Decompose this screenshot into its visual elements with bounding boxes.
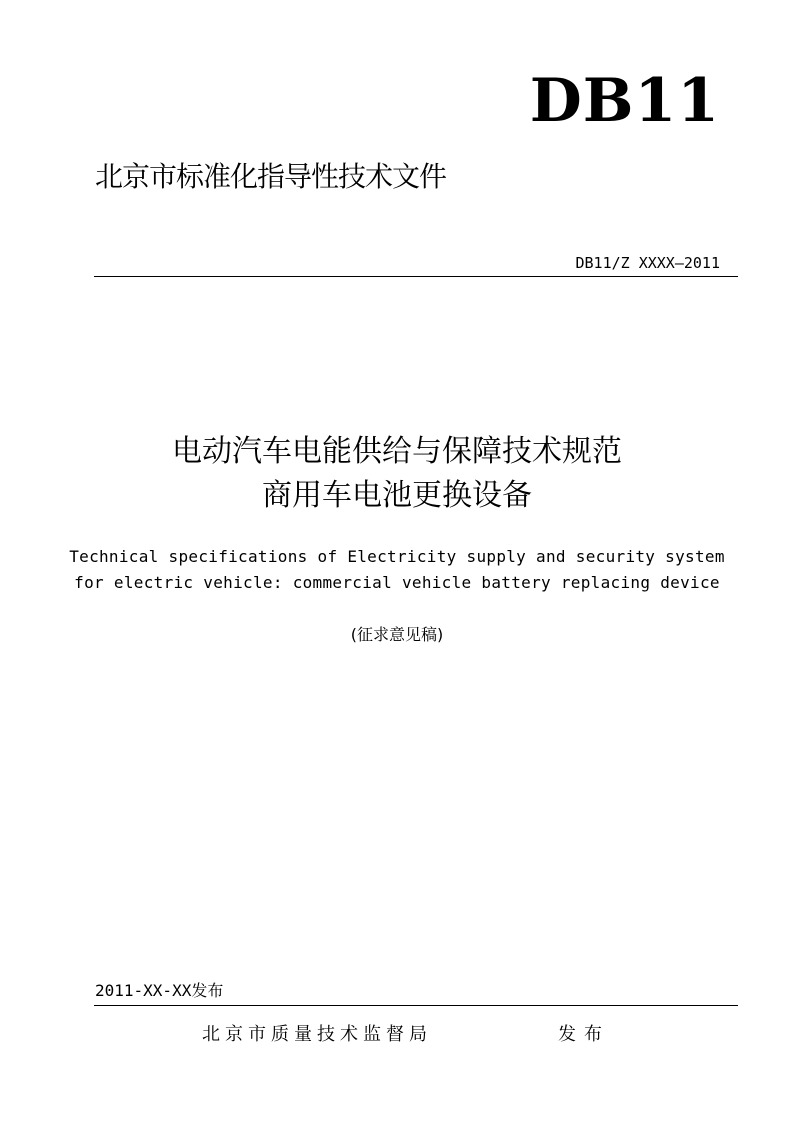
- publish-label: 发布: [558, 1024, 610, 1045]
- document-category: 北京市标准化指导性技术文件: [95, 160, 447, 193]
- title-chinese-line-2: 商用车电池更换设备: [262, 478, 532, 513]
- title-chinese-line-1: 电动汽车电能供给与保障技术规范: [172, 434, 622, 469]
- document-number: DB11/Z XXXX—2011: [575, 254, 720, 272]
- draft-status: (征求意见稿): [350, 625, 444, 644]
- title-english-line-2: for electric vehicle: commercial vehicle battery replacing device: [74, 573, 720, 592]
- header-divider: [94, 276, 738, 277]
- issue-date: 2011-XX-XX发布: [95, 981, 224, 1000]
- issuing-authority: 北京市质量技术监督局: [202, 1024, 432, 1045]
- title-english-line-1: Technical specifications of Electricity supply and security system: [69, 547, 725, 566]
- footer-divider: [94, 1005, 738, 1006]
- standard-code-logo: DB11: [529, 66, 720, 136]
